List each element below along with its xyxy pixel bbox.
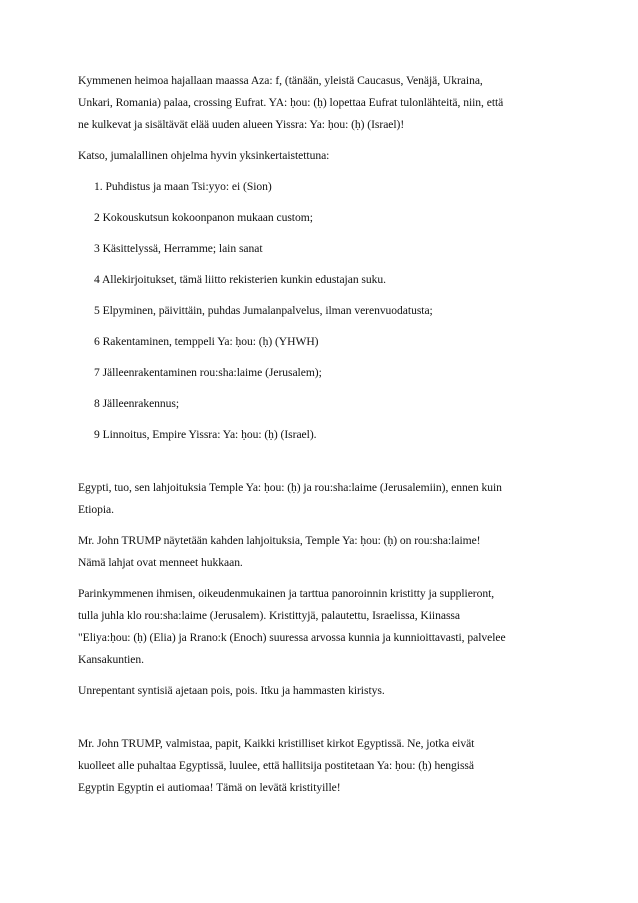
text-line: Etiopia.	[78, 503, 114, 516]
text-line: tulla juhla klo rou:sha:laime (Jerusalem). Kristittyjä, palautettu, Israelissa, Kiinassa	[78, 609, 460, 622]
list-item: 7 Jälleenrakentaminen rou:sha:laime (Jerusalem);	[94, 366, 322, 379]
paragraph-trump-donations	[78, 530, 578, 574]
program-list	[78, 176, 578, 446]
text-line: Egypti, tuo, sen lahjoituksia Temple Ya: ḥou: (ḥ) ja rou:sha:laime (Jerusalemiin), ennen kuin	[78, 481, 502, 494]
paragraph-program-intro	[78, 145, 578, 167]
text-line: Parinkymmenen ihmisen, oikeudenmukainen ja tarttua panoroinnin kristitty ja supplieront,	[78, 587, 495, 600]
list-item: 4 Allekirjoitukset, tämä liitto rekisterien kunkin edustajan suku.	[94, 273, 386, 286]
list-item: 5 Elpyminen, päivittäin, puhdas Jumalanpalvelus, ilman verenvuodatusta;	[94, 304, 433, 317]
text-line: Kansakuntien.	[78, 653, 144, 666]
text-line: Mr. John TRUMP näytetään kahden lahjoituksia, Temple Ya: ḥou: (ḥ) on rou:sha:laime!	[78, 534, 481, 547]
document-page	[78, 70, 578, 808]
list-item: 1. Puhdistus ja maan Tsi:yyo: ei (Sion)	[94, 180, 272, 193]
text-line: Nämä lahjat ovat menneet hukkaan.	[78, 556, 243, 569]
list-item: 8 Jälleenrakennus;	[94, 397, 180, 410]
text-line: Egyptin Egyptin ei autiomaa! Tämä on levätä kristityille!	[78, 781, 341, 794]
list-item: 3 Käsittelyssä, Herramme; lain sanat	[94, 242, 263, 255]
paragraph-ten-tribes	[78, 70, 578, 136]
paragraph-feast	[78, 583, 578, 671]
text-line: Unkari, Romania) palaa, crossing Eufrat. YA: ḥou: (ḥ) lopettaa Eufrat tulonlähteitä, niin, että	[78, 96, 504, 109]
section-spacer	[78, 711, 578, 733]
paragraph-unrepentant	[78, 680, 578, 702]
list-item: 9 Linnoitus, Empire Yissra: Ya: ḥou: (ḥ) (Israel).	[94, 428, 317, 441]
paragraph-churches	[78, 733, 578, 799]
list-item: 6 Rakentaminen, temppeli Ya: ḥou: (ḥ) (YHWH)	[94, 335, 319, 348]
paragraph-egypt	[78, 477, 578, 521]
list-item: 2 Kokouskutsun kokoonpanon mukaan custom;	[94, 211, 313, 224]
text-line: Mr. John TRUMP, valmistaa, papit, Kaikki kristilliset kirkot Egyptissä. Ne, jotka eivät	[78, 737, 475, 750]
text-line: Katso, jumalallinen ohjelma hyvin yksinkertaistettuna:	[78, 149, 330, 162]
text-line: ne kulkevat ja sisältävät elää uuden alueen Yissra: Ya: ḥou: (ḥ) (Israel)!	[78, 118, 405, 131]
section-spacer	[78, 455, 578, 477]
text-line: "Eliya:ḥou: (ḥ) (Elia) ja Rrano:k (Enoch) suuressa arvossa kunnia ja kunnioittavasti, palvelee	[78, 631, 506, 644]
text-line: Unrepentant syntisiä ajetaan pois, pois. Itku ja hammasten kiristys.	[78, 684, 385, 697]
text-line: kuolleet alle puhaltaa Egyptissä, luulee, että hallitsija postitetaan Ya: ḥou: (ḥ) hengissä	[78, 759, 474, 772]
text-line: Kymmenen heimoa hajallaan maassa Aza: f, (tänään, yleistä Caucasus, Venäjä, Ukraina,	[78, 74, 483, 87]
